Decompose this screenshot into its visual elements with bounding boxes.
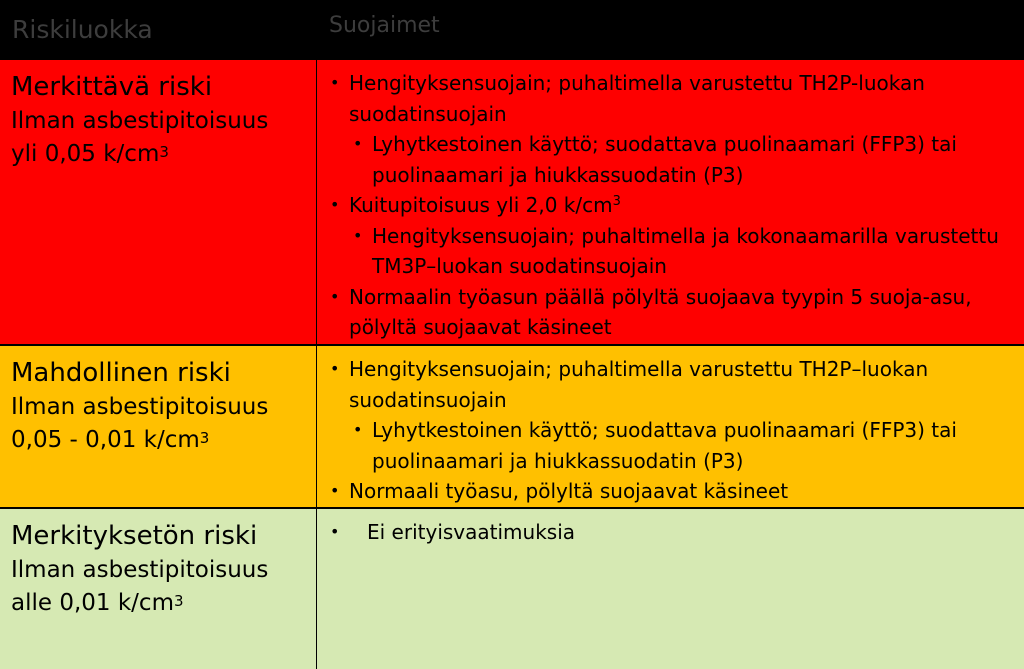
risk-line1: Ilman asbestipitoisuus <box>11 108 269 134</box>
item-sup: 3 <box>612 194 621 209</box>
item-text: Hengityksensuojain; puhaltimella ja kokonaamarilla varustettu TM3P–luokan suodatinsuojain <box>372 223 999 278</box>
row-possible-risk-protection <box>317 346 1024 507</box>
row-insignificant-risk-class <box>0 509 316 669</box>
risk-title: Merkittävä riski <box>11 72 213 102</box>
list-item <box>317 190 1016 221</box>
risk-line2-text: yli 0,05 k/cm <box>11 141 160 167</box>
protection-list <box>317 68 1016 343</box>
risk-line1: Ilman asbestipitoisuus <box>11 557 269 583</box>
protection-list <box>317 517 1016 548</box>
item-text: Kuitupitoisuus yli 2,0 k/cm <box>349 193 613 217</box>
protection-list <box>317 354 1016 507</box>
item-text: Lyhytkestoinen käyttö; suodattava puolinaamari (FFP3) tai puolinaamari ja hiukkassuodatin (P3) <box>372 418 957 473</box>
row-possible-risk-class <box>0 346 316 507</box>
header-suojaimet: Suojaimet <box>317 0 1024 58</box>
list-item <box>317 354 1016 415</box>
list-item <box>317 517 1016 548</box>
list-item <box>317 415 1016 476</box>
item-text: Hengityksensuojain; puhaltimella varustettu TH2P-luokan suodatinsuojain <box>349 71 925 126</box>
list-item <box>317 221 1016 282</box>
item-text: Ei erityisvaatimuksia <box>367 520 576 544</box>
risk-title: Merkityksetön riski <box>11 521 258 551</box>
row-significant-risk-protection <box>317 60 1024 344</box>
item-text: Hengityksensuojain; puhaltimella varustettu TH2P–luokan suodatinsuojain <box>349 357 929 412</box>
list-item <box>317 129 1016 190</box>
risk-line2-sup: 3 <box>199 429 210 447</box>
row-significant-risk-class <box>0 60 316 344</box>
row-insignificant-risk-protection <box>317 509 1024 669</box>
risk-title: Mahdollinen riski <box>11 358 231 388</box>
risk-line2 <box>11 424 316 457</box>
risk-line2 <box>11 138 316 171</box>
risk-line2-text: 0,05 - 0,01 k/cm <box>11 427 200 453</box>
item-text: Normaalin työasun päällä pölyltä suojaava tyypin 5 suoja-asu, pölyltä suojaavat käsineet <box>349 284 972 339</box>
risk-line2-text: alle 0,01 k/cm <box>11 590 174 616</box>
item-text: Lyhytkestoinen käyttö; suodattava puolinaamari (FFP3) tai puolinaamari ja hiukkassuodatin (P3) <box>372 132 957 187</box>
risk-line2-sup: 3 <box>173 592 184 610</box>
list-item <box>317 282 1016 343</box>
risk-line1: Ilman asbestipitoisuus <box>11 394 269 420</box>
header-riskiluokka: Riskiluokka <box>0 0 316 58</box>
list-item <box>317 476 1016 507</box>
list-item <box>317 68 1016 129</box>
risk-line2 <box>11 587 316 620</box>
risk-line2-sup: 3 <box>159 143 169 161</box>
item-text: Normaali työasu, pölyltä suojaavat käsineet <box>349 479 789 503</box>
